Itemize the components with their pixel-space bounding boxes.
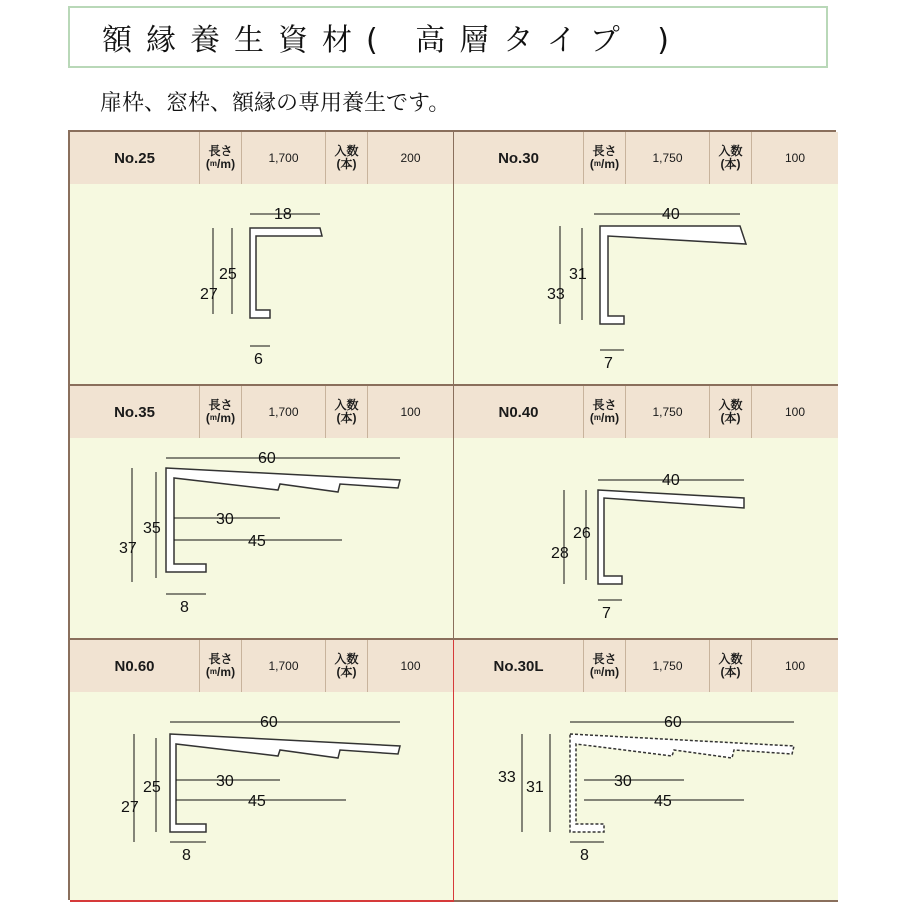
product-name: No.30L <box>454 640 584 692</box>
length-label: 長さ ($^m$/m) <box>200 640 242 692</box>
length-label: 長さ ($^m$/m) <box>584 640 626 692</box>
profile-drawing <box>454 692 838 900</box>
spec-row <box>454 132 838 185</box>
dim-label: 25 <box>219 266 237 283</box>
quantity-value: 100 <box>784 151 806 165</box>
dim-label: 27 <box>121 799 139 816</box>
dim-label: 27 <box>200 286 218 303</box>
dim-label: 18 <box>274 206 292 223</box>
length-value: 1,750 <box>626 132 710 184</box>
page-title: 額縁養生資材( 高層タイプ ) <box>102 23 683 58</box>
dim-label: 35 <box>143 520 161 537</box>
dim-label: 28 <box>551 545 569 562</box>
length-label: 長さ ($^m$/m) <box>200 132 242 184</box>
product-name: N0.60 <box>70 640 200 692</box>
quantity-value: 100 <box>784 405 806 419</box>
profile-drawing <box>70 438 453 638</box>
dim-label: 25 <box>143 779 161 796</box>
product-panel-1[interactable] <box>70 132 454 386</box>
dim-label: 7 <box>602 605 611 622</box>
length-value: 1,700 <box>242 386 326 438</box>
spec-row <box>70 640 453 693</box>
quantity-label: 入数 (本) <box>326 640 368 692</box>
dim-label: 33 <box>547 286 565 303</box>
profile-drawing <box>70 184 453 384</box>
spec-row <box>70 386 453 439</box>
dim-label: 31 <box>526 779 544 796</box>
quantity-value: 100 <box>784 659 806 673</box>
product-panel-6[interactable] <box>454 640 838 902</box>
length-value: 1,750 <box>626 640 710 692</box>
profile-drawing <box>454 438 838 638</box>
product-panel-2[interactable] <box>454 132 838 386</box>
spec-row <box>70 132 453 185</box>
product-name: N0.40 <box>454 386 584 438</box>
length-label: 長さ ($^m$/m) <box>584 132 626 184</box>
length-label: 長さ ($^m$/m) <box>584 386 626 438</box>
dim-label: 7 <box>604 355 613 372</box>
length-value: 1,750 <box>626 386 710 438</box>
dim-label: 33 <box>498 769 516 786</box>
quantity-value: 100 <box>400 405 421 419</box>
product-name: No.35 <box>70 386 200 438</box>
dim-label: 8 <box>180 599 189 616</box>
quantity-label: 入数 (本) <box>710 386 752 438</box>
dim-label: 8 <box>580 847 589 864</box>
dim-label: 45 <box>654 793 672 810</box>
quantity-value: 200 <box>400 151 421 165</box>
dim-label: 37 <box>119 540 137 557</box>
spec-row <box>454 640 838 693</box>
dim-label: 40 <box>662 472 680 489</box>
product-grid <box>68 130 836 900</box>
product-name: No.30 <box>454 132 584 184</box>
length-value: 1,700 <box>242 640 326 692</box>
product-panel-3[interactable] <box>70 386 454 640</box>
dim-label: 60 <box>260 714 278 731</box>
dim-label: 26 <box>573 525 591 542</box>
product-panel-4[interactable] <box>454 386 838 640</box>
length-value: 1,700 <box>242 132 326 184</box>
product-name: No.25 <box>70 132 200 184</box>
quantity-label: 入数 (本) <box>710 132 752 184</box>
dim-label: 30 <box>216 511 234 528</box>
quantity-value: 100 <box>400 659 421 673</box>
dim-label: 6 <box>254 351 263 368</box>
dim-label: 45 <box>248 533 266 550</box>
dim-label: 60 <box>258 450 276 467</box>
page-subtitle: 扉枠、窓枠、額縁の専用養生です。 <box>100 91 451 116</box>
quantity-label: 入数 (本) <box>710 640 752 692</box>
dim-label: 40 <box>662 206 680 223</box>
product-panel-5[interactable] <box>70 640 454 902</box>
profile-drawing <box>454 184 838 384</box>
length-label: 長さ ($^m$/m) <box>200 386 242 438</box>
title-box <box>68 6 828 68</box>
quantity-label: 入数 (本) <box>326 386 368 438</box>
dim-label: 30 <box>216 773 234 790</box>
dim-label: 8 <box>182 847 191 864</box>
dim-label: 45 <box>248 793 266 810</box>
dim-label: 60 <box>664 714 682 731</box>
profile-drawing <box>70 692 453 900</box>
dim-label: 30 <box>614 773 632 790</box>
spec-row <box>454 386 838 439</box>
dim-label: 31 <box>569 266 587 283</box>
quantity-label: 入数 (本) <box>326 132 368 184</box>
